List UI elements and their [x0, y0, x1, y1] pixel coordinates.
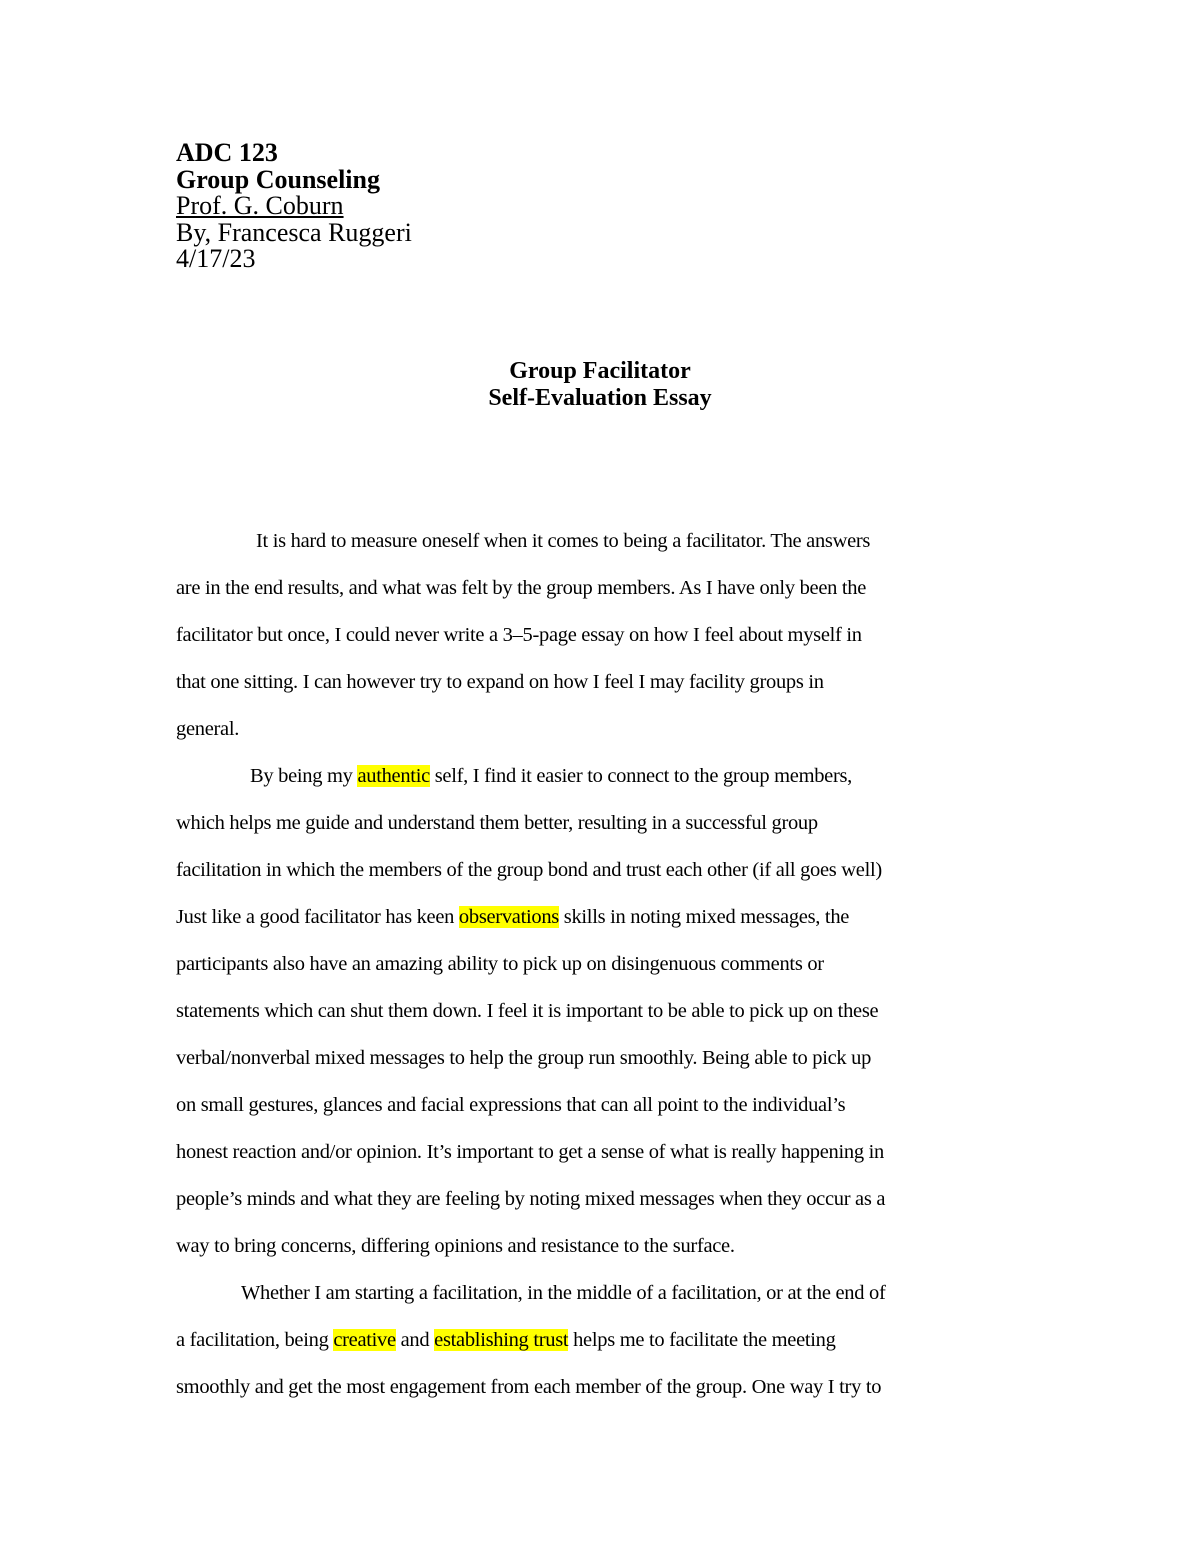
highlighted-word: establishing trust [434, 1329, 569, 1351]
essay-title [0, 358, 1200, 412]
paragraph-2-line [176, 894, 1036, 941]
text-run: Just like a good facilitator has keen [176, 906, 459, 928]
paragraph-2-line: on small gestures, glances and facial expressions that can all point to the individual’s [176, 1094, 846, 1116]
paragraph-3-line: Whether I am starting a facilitation, in the middle of a facilitation, or at the end of [241, 1282, 886, 1304]
paragraph-2-line: people’s minds and what they are feeling by noting mixed messages when they occur as a [176, 1188, 886, 1210]
paragraph-2-line: honest reaction and/or opinion. It’s important to get a sense of what is really happening in [176, 1141, 884, 1163]
professor-name: Prof. G. Coburn [176, 191, 344, 220]
paragraph-3-line [176, 1317, 1036, 1364]
paragraph-3-line: smoothly and get the most engagement from each member of the group. One way I try to [176, 1376, 882, 1398]
header-block [176, 140, 412, 273]
highlighted-word: observations [458, 906, 559, 928]
title-line-1: Group Facilitator [509, 358, 691, 384]
title-line-2: Self-Evaluation Essay [488, 385, 712, 411]
paragraph-1-line: are in the end results, and what was felt by the group members. As I have only been the [176, 577, 867, 599]
course-name: Group Counseling [176, 164, 380, 194]
highlighted-word: authentic [357, 765, 430, 787]
paragraph-2-line: which helps me guide and understand them better, resulting in a successful group [176, 812, 818, 834]
text-run: skills in noting mixed messages, the [558, 906, 850, 928]
document-date: 4/17/23 [176, 244, 256, 273]
text-run: a facilitation, being [176, 1329, 334, 1351]
paragraph-2-line: way to bring concerns, differing opinions and resistance to the surface. [176, 1235, 735, 1257]
author-name: By, Francesca Ruggeri [176, 217, 412, 247]
paragraph-2-line [176, 753, 1036, 800]
text-run: By being my [250, 765, 358, 787]
paragraph-1-line: that one sitting. I can however try to expand on how I feel I may facility groups in [176, 671, 824, 693]
text-run: and [395, 1329, 435, 1351]
paragraph-1-line: general. [176, 718, 240, 740]
paragraph-2-line: statements which can shut them down. I feel it is important to be able to pick up on these [176, 1000, 879, 1022]
paragraph-2-line: facilitation in which the members of the group bond and trust each other (if all goes well) [176, 859, 882, 881]
paragraph-2-line: verbal/nonverbal mixed messages to help the group run smoothly. Being able to pick up [176, 1047, 872, 1069]
highlighted-word: creative [333, 1329, 396, 1351]
paragraph-1-line: It is hard to measure oneself when it comes to being a facilitator. The answers [256, 530, 871, 552]
text-run: self, I find it easier to connect to the group members, [429, 765, 852, 787]
paragraph-2-line: participants also have an amazing ability to pick up on disingenuous comments or [176, 953, 824, 975]
text-run: helps me to facilitate the meeting [568, 1329, 836, 1351]
paragraph-1-line: facilitator but once, I could never write a 3–5-page essay on how I feel about myself in [176, 624, 862, 646]
essay-body [176, 518, 1036, 1411]
course-code: ADC 123 [176, 138, 278, 167]
